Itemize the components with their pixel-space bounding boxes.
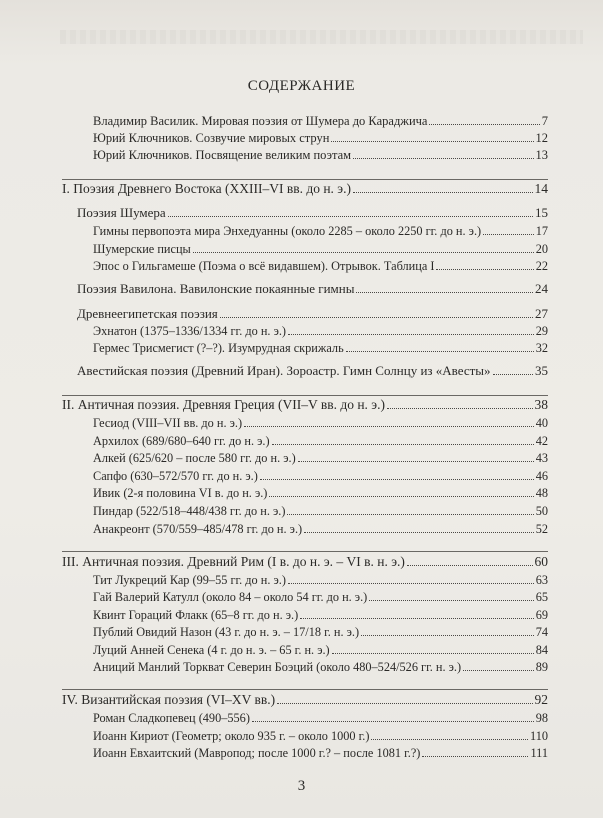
toc-entry	[93, 728, 548, 744]
toc-entry	[93, 468, 548, 484]
toc-entry-page: 50	[535, 504, 548, 518]
toc-entry-title: I. Поэзия Древнего Востока (XXIII–VI вв. до н. э.)	[62, 181, 351, 196]
dot-leader	[429, 114, 539, 125]
page-title: СОДЕРЖАНИЕ	[247, 78, 356, 94]
toc-entry-page: 24	[535, 281, 548, 296]
toc-entry-title: Сапфо (630–572/570 гг. до н. э.)	[93, 469, 258, 483]
toc-entry-page: 40	[535, 416, 548, 430]
toc-entry	[93, 624, 548, 640]
toc-entry-page: 29	[535, 324, 548, 338]
dot-leader	[332, 643, 534, 654]
toc-entry-title: Пиндар (522/518–448/438 гг. до н. э.)	[93, 504, 286, 518]
section-divider	[62, 179, 548, 180]
dot-leader	[331, 131, 533, 142]
toc-entry-title: Луций Анней Сенека (4 г. до н. э. – 65 г. н. э.)	[93, 643, 330, 657]
toc-entry-title: Ивик (2-я половина VI в. до н. э.)	[93, 486, 268, 500]
toc-entry-title: Анакреонт (570/559–485/478 гг. до н. э.)	[93, 522, 303, 536]
toc-entry-page: 38	[534, 397, 548, 412]
toc-entry	[62, 397, 548, 413]
toc-entry-page: 92	[534, 692, 548, 707]
toc-entry	[93, 113, 548, 129]
toc-entry-page: 7	[541, 114, 548, 128]
toc-entry	[93, 323, 548, 339]
toc-entry-title: Гесиод (VIII–VII вв. до н. э.)	[93, 416, 243, 430]
dot-leader	[369, 590, 533, 601]
toc-entry-title: II. Античная поэзия. Древняя Греция (VII–V вв. до н. э.)	[62, 397, 385, 412]
toc-entry-page: 27	[535, 306, 548, 321]
toc-entry-page: 74	[535, 625, 548, 639]
toc-entry	[93, 223, 548, 239]
toc-entry-page: 32	[535, 341, 548, 355]
dot-leader	[483, 224, 534, 235]
toc-entry	[93, 589, 548, 605]
toc-entry-title: IV. Византийская поэзия (VI–XV вв.)	[62, 692, 276, 707]
toc-entry-title: Гай Валерий Катулл (около 84 – около 54 гг. до н. э.)	[93, 590, 368, 604]
toc-entry	[93, 258, 548, 274]
toc-entry-page: 98	[535, 711, 548, 725]
toc-entry	[93, 433, 548, 449]
toc-entry-title: Аниций Манлий Торкват Северин Боэций (около 480–524/526 гг. н. э.)	[93, 660, 462, 674]
toc-entry-title: Гимны первопоэта мира Энхедуанны (около 2285 – около 2250 гг. до н. э.)	[93, 224, 482, 238]
dot-leader	[436, 259, 533, 270]
toc-entry-title: Алкей (625/620 – после 580 гг. до н. э.)	[93, 451, 296, 465]
section-divider	[62, 551, 548, 552]
dot-leader	[193, 242, 534, 253]
toc-entry-title: Тит Лукреций Кар (99–55 гг. до н. э.)	[93, 573, 286, 587]
page-number: 3	[297, 778, 306, 794]
dot-leader	[353, 182, 533, 193]
toc-entry	[93, 147, 548, 163]
toc-entry	[93, 642, 548, 658]
dot-leader	[346, 341, 534, 352]
toc-entry-page: 46	[535, 469, 548, 483]
toc-entry	[93, 130, 548, 146]
toc-entry-page: 52	[535, 522, 548, 536]
dot-leader	[277, 693, 532, 704]
toc-entry	[77, 205, 548, 221]
dot-leader	[304, 522, 534, 533]
toc-entry-title: Роман Сладкопевец (490–556)	[93, 711, 250, 725]
toc-entry-title: Шумерские писцы	[93, 242, 191, 256]
toc-entry-page: 42	[535, 434, 548, 448]
toc-entry-title: Эпос о Гильгамеше (Поэма о всё видавшем). Отрывок. Таблица I	[93, 259, 435, 273]
toc-entry	[93, 241, 548, 257]
toc-entry	[93, 485, 548, 501]
dot-leader	[353, 148, 533, 159]
dot-leader	[220, 307, 533, 318]
toc-entry-page: 89	[535, 660, 548, 674]
toc-entry	[93, 521, 548, 537]
toc-entry-title: Древнеегипетская поэзия	[77, 306, 218, 321]
toc-entry-title: Гермес Трисмегист (?–?). Изумрудная скрижаль	[93, 341, 344, 355]
dot-leader	[260, 469, 534, 480]
toc-entry-page: 84	[535, 643, 548, 657]
toc-entry-title: Владимир Василик. Мировая поэзия от Шумера до Караджича	[93, 114, 428, 128]
toc-entry-page: 63	[535, 573, 548, 587]
toc-entry-page: 110	[530, 729, 548, 743]
toc-entry	[93, 659, 548, 675]
section-divider	[62, 689, 548, 690]
toc-entry-title: Иоанн Кириот (Геометр; около 935 г. – около 1000 г.)	[93, 729, 370, 743]
toc-entry-title: III. Античная поэзия. Древний Рим (I в. до н. э. – VI в. н. э.)	[62, 554, 405, 569]
toc-entry-page: 60	[534, 554, 548, 569]
toc-entry	[93, 503, 548, 519]
toc-entry-page: 13	[535, 148, 548, 162]
dot-leader	[288, 324, 534, 335]
toc-entry-title: Архилох (689/680–640 гг. до н. э.)	[93, 434, 270, 448]
toc-entry-page: 111	[530, 746, 548, 760]
dot-leader	[493, 364, 533, 375]
toc-entry	[93, 710, 548, 726]
toc-entry-title: Эхнатон (1375–1336/1334 гг. до н. э.)	[93, 324, 287, 338]
toc-entry	[62, 554, 548, 570]
toc-entry	[93, 340, 548, 356]
toc-entry-page: 17	[535, 224, 548, 238]
toc-entry	[62, 692, 548, 708]
dot-leader	[298, 451, 534, 462]
toc-entry-page: 22	[535, 259, 548, 273]
toc-entry	[93, 745, 548, 761]
toc-entry-title: Иоанн Евхаитский (Мавропод; после 1000 г.? – после 1081 г.?)	[93, 746, 421, 760]
dot-leader	[356, 282, 533, 293]
toc-entry-title: Публий Овидий Назон (43 г. до н. э. – 17/18 г. н. э.)	[93, 625, 360, 639]
toc-entry-title: Квинт Гораций Флакк (65–8 гг. до н. э.)	[93, 608, 299, 622]
toc-entry-page: 43	[535, 451, 548, 465]
toc-entry-page: 35	[535, 363, 548, 378]
toc-entry-title: Поэзия Шумера	[77, 205, 166, 220]
toc-entry-title: Авестийская поэзия (Древний Иран). Зороастр. Гимн Солнцу из «Авесты»	[77, 363, 491, 378]
dot-leader	[269, 486, 533, 497]
dot-leader	[252, 711, 534, 722]
dot-leader	[371, 729, 528, 740]
toc-entry	[93, 572, 548, 588]
toc-entry-page: 65	[535, 590, 548, 604]
toc-entry-page: 69	[535, 608, 548, 622]
toc-entry-page: 14	[534, 181, 548, 196]
toc-entry-title: Юрий Ключников. Посвящение великим поэтам	[93, 148, 352, 162]
dot-leader	[244, 416, 534, 427]
dot-leader	[361, 625, 534, 636]
toc-entry-page: 12	[535, 131, 548, 145]
toc-entry	[93, 607, 548, 623]
toc-entry	[77, 363, 548, 379]
toc-entry	[77, 281, 548, 297]
dot-leader	[300, 608, 533, 619]
toc-entry	[93, 450, 548, 466]
toc-entry-title: Поэзия Вавилона. Вавилонские покаянные гимны	[77, 281, 355, 296]
bleed-through-text	[60, 30, 583, 44]
toc-entry-page: 20	[535, 242, 548, 256]
dot-leader	[463, 660, 534, 671]
dot-leader	[272, 434, 534, 445]
dot-leader	[407, 555, 533, 566]
dot-leader	[168, 206, 533, 217]
section-divider	[62, 395, 548, 396]
dot-leader	[288, 573, 534, 584]
toc-entry	[93, 415, 548, 431]
toc-entry-page: 48	[535, 486, 548, 500]
dot-leader	[422, 746, 528, 757]
toc-entry-title: Юрий Ключников. Созвучие мировых струн	[93, 131, 330, 145]
dot-leader	[287, 504, 533, 515]
dot-leader	[387, 398, 533, 409]
toc-entry	[77, 306, 548, 322]
toc-entry-page: 15	[535, 205, 548, 220]
toc-entry	[62, 181, 548, 197]
